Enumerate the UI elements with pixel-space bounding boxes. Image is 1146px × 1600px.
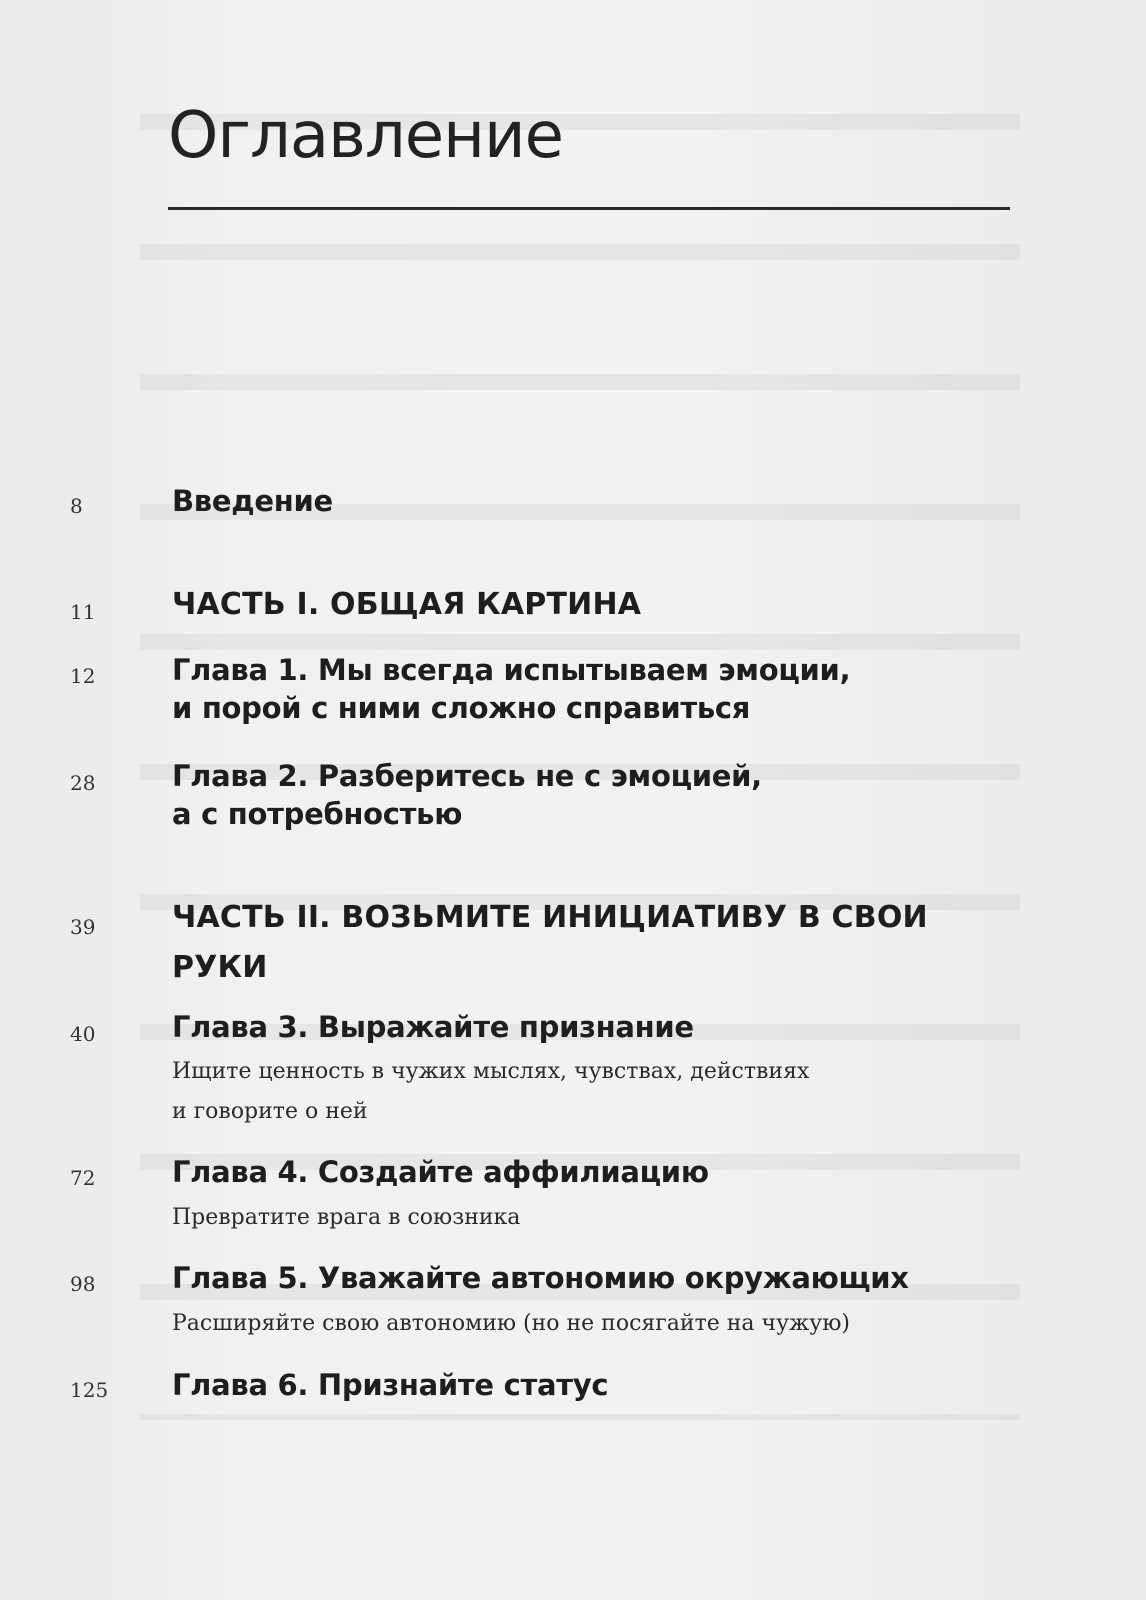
entry-title: Глава 6. Признайте статус: [172, 1368, 609, 1402]
entry-title-line-1: Глава 2. Разберитесь не с эмоцией,: [172, 759, 762, 793]
entry-title: ЧАСТЬ I. ОБЩАЯ КАРТИНА: [172, 587, 642, 622]
entry-title-line-1: ЧАСТЬ II. ВОЗЬМИТЕ ИНИЦИАТИВУ В СВОИ: [172, 900, 928, 935]
page-number: 40: [70, 1022, 96, 1046]
entry-subtitle: Превратите врага в союзника: [172, 1205, 521, 1230]
entry-title: Глава 3. Выражайте признание: [172, 1010, 694, 1044]
entry-subtitle-line-2: и говорите о ней: [172, 1099, 368, 1124]
page-number: 8: [70, 494, 83, 518]
entry-title-line-2: а с потребностью: [172, 797, 463, 831]
entry-subtitle: Расширяйте свою автономию (но не посягайте на чужую): [172, 1311, 850, 1336]
entry-title-line-1: Глава 1. Мы всегда испытываем эмоции,: [172, 653, 851, 687]
page-number: 12: [70, 664, 96, 688]
page-number: 125: [70, 1378, 109, 1402]
title-rule: [168, 207, 1010, 210]
page-number: 11: [70, 600, 96, 624]
entry-subtitle-line-1: Ищите ценность в чужих мыслях, чувствах, действиях: [172, 1059, 810, 1084]
entry-title: Глава 4. Создайте аффилиацию: [172, 1155, 709, 1189]
page-title: Оглавление: [168, 99, 563, 173]
page-number: 28: [70, 771, 96, 795]
page-number: 98: [70, 1272, 96, 1296]
entry-title-line-2: и порой с ними сложно справиться: [172, 691, 751, 725]
page-number: 39: [70, 915, 96, 939]
entry-title-line-2: РУКИ: [172, 950, 268, 985]
entry-title: Введение: [172, 484, 333, 518]
page-number: 72: [70, 1166, 96, 1190]
entry-title: Глава 5. Уважайте автономию окружающих: [172, 1261, 909, 1295]
